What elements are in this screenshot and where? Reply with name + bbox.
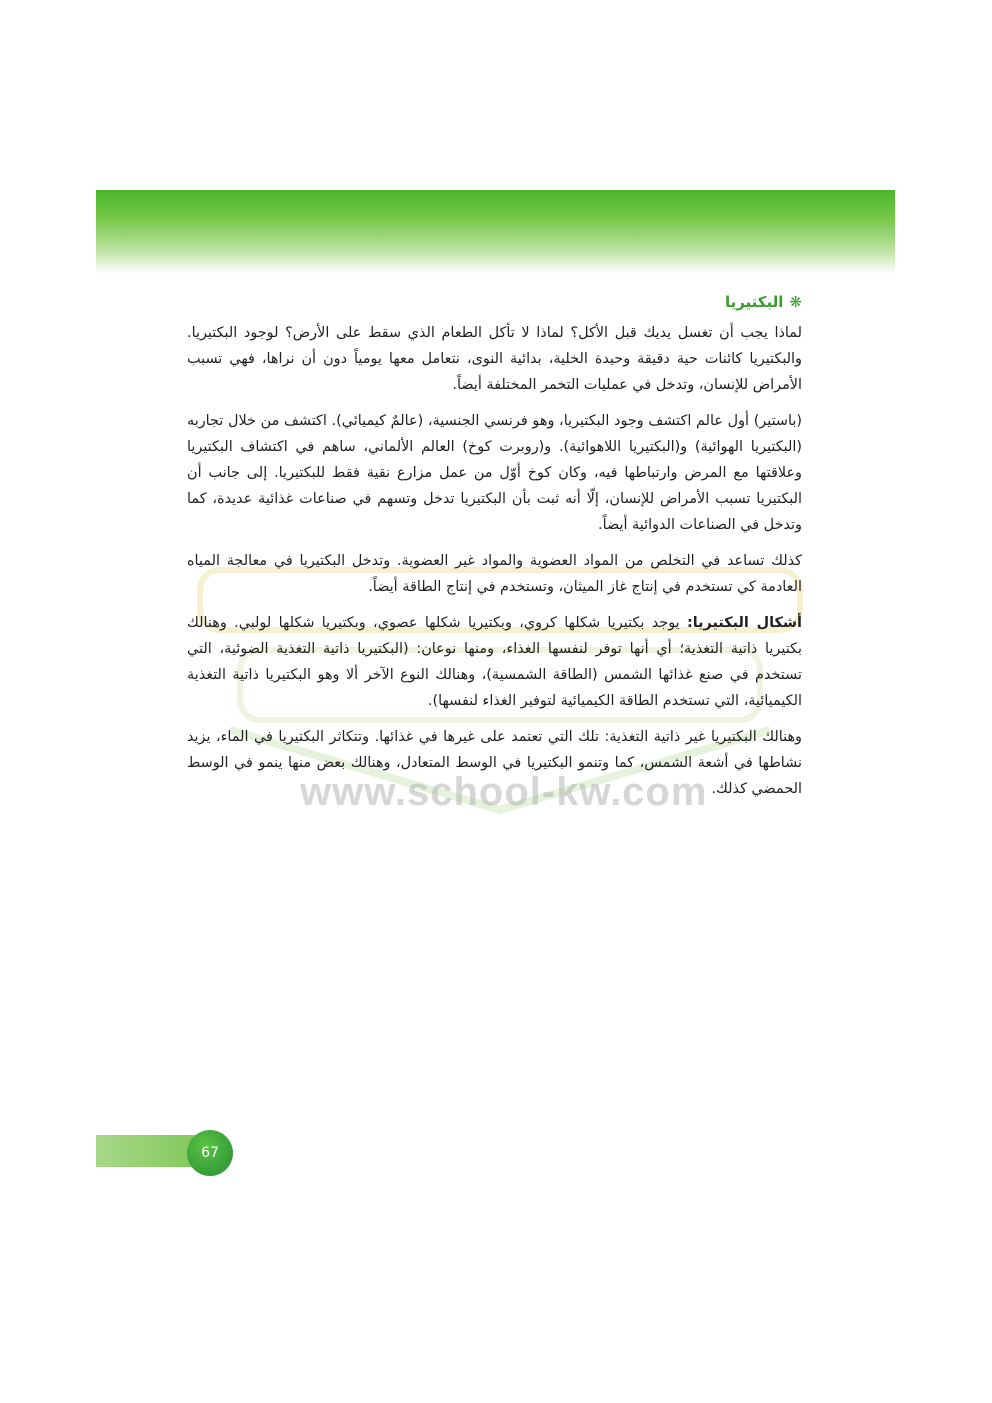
paragraph <box>187 320 802 398</box>
paragraph-text: وهنالك البكتيريا غير ذاتية التغذية: تلك التي تعتمد على غيرها في غذائها. وتتكاثر البكتيريا في الماء، يزيد نشاطها في أشعة الشمس، كما وتنمو البكتيريا في الوسط المتعادل، وهنالك بعض منها ينمو في الوسط الحمضي كذلك. <box>187 729 802 797</box>
page-number: 67 <box>201 1145 219 1161</box>
section-heading <box>187 290 802 314</box>
page-number-badge <box>187 1130 233 1176</box>
paragraph-text: لماذا يجب أن تغسل يديك قبل الأكل؟ لماذا لا تأكل الطعام الذي سقط على الأرض؟ لوجود البكتيريا. والبكتيريا كائنات حية دقيقة وحيدة الخلية، بدائية النوى، نتعامل معها يومياً دون أن نراها، فهي تسبب الأمراض للإنسان، وتدخل في عمليات التخمر المختلفة أيضاً. <box>187 325 802 393</box>
heading-marker-icon: ❋ <box>789 293 802 311</box>
paragraph <box>187 548 802 600</box>
paragraph-text: (باستير) أول عالم اكتشف وجود البكتيريا، وهو فرنسي الجنسية، (عالمٌ كيميائي). اكتشف من خلال تجاربه (البكتيريا الهوائية) و(البكتيريا اللاهوائية). و(روبرت كوخ) العالم الألماني، ساهم في اكتشاف البكتيريا وعلاقتها مع المرض وارتباطها فيه، وكان كوخ أوّل من عمل مزارع نقية فقط للبكتيريا. إلى جانب أن البكتيريا تسبب الأمراض للإنسان، إلّا أنه ثبت بأن البكتيريا تدخل وتسهم في صناعات غذائية عديدة، كما وتدخل في الصناعات الدوائية أيضاً. <box>187 413 802 533</box>
paragraph-text: كذلك تساعد في التخلص من المواد العضوية والمواد غير العضوية. وتدخل البكتيريا في معالجة المياه العادمة كي تستخدم في إنتاج غاز الميثان، وتستخدم في إنتاج الطاقة أيضاً. <box>187 553 802 595</box>
paragraph-text: يوجد بكتيريا شكلها كروي، وبكتيريا شكلها عصوي، وبكتيريا شكلها لولبي. وهنالك بكتيريا ذاتية التغذية؛ أي أنها توفر لنفسها الغذاء، ومنها نوعان: (البكتيريا ذاتية التغذية الضوئية، التي تستخدم في صنع غذائها الشمس (الطاقة الشمسية)، وهنالك النوع الآخر ألا وهو البكتيريا ذاتية التغذية الكيميائية، التي تستخدم الطاقة الكيميائية لتوفير الغذاء لنفسها). <box>187 615 802 709</box>
section-heading-text: البكتيريا <box>724 293 784 311</box>
header-green-band <box>96 190 895 274</box>
article-body <box>187 290 802 812</box>
watermark-url: www.school-kw.com <box>300 770 708 814</box>
paragraph <box>187 724 802 802</box>
paragraph-lead: أشكال البكتيريا: <box>687 615 802 631</box>
paragraph <box>187 610 802 714</box>
paragraph <box>187 408 802 538</box>
